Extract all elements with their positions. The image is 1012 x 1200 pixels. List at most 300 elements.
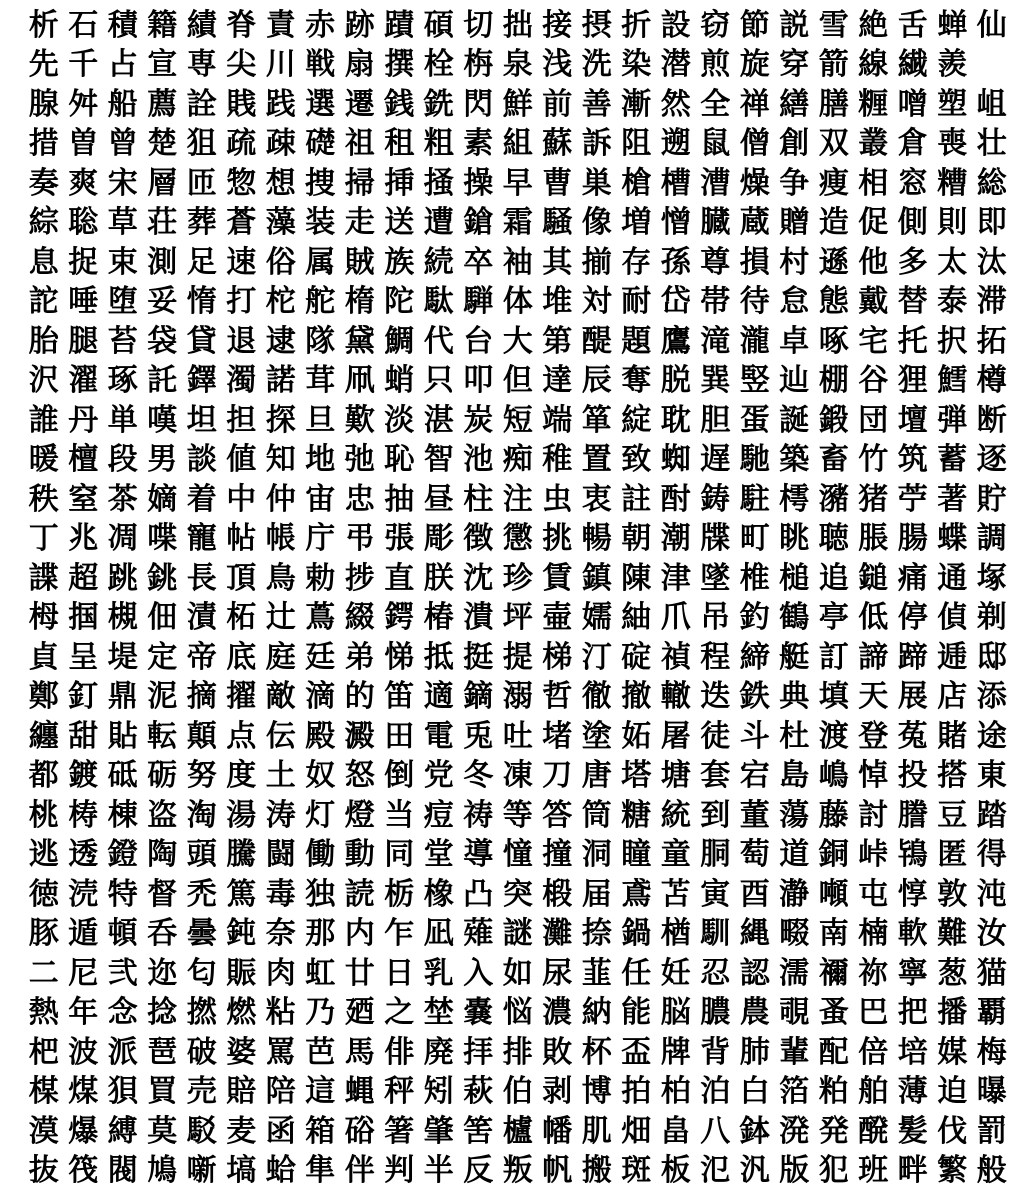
kanji-glyph: 滴 (305, 679, 336, 715)
kanji-glyph: 遭 (423, 205, 454, 241)
kanji-glyph: 蘇 (542, 126, 573, 162)
kanji-glyph: 啄 (818, 323, 849, 359)
kanji-glyph: 班 (858, 1153, 889, 1189)
kanji-glyph: 逃 (28, 837, 59, 873)
kanji-glyph: 等 (502, 797, 533, 833)
kanji-glyph: 託 (147, 363, 178, 399)
kanji-glyph: 涜 (68, 876, 99, 912)
kanji-glyph: 騨 (463, 284, 494, 320)
kanji-glyph: 顛 (186, 718, 217, 754)
kanji-glyph: 宋 (107, 165, 138, 201)
kanji-glyph: 套 (700, 758, 731, 794)
kanji-glyph: 即 (976, 205, 1007, 241)
kanji-row (24, 85, 1007, 125)
kanji-glyph: 畠 (660, 1113, 691, 1149)
kanji-glyph: 縛 (107, 1113, 138, 1149)
kanji-glyph: 都 (28, 758, 59, 794)
kanji-glyph: 箱 (305, 1113, 336, 1149)
kanji-glyph: 樽 (976, 363, 1007, 399)
kanji-glyph: 這 (305, 1074, 336, 1110)
kanji-glyph: 銚 (147, 560, 178, 596)
kanji-glyph: 鎚 (858, 560, 889, 596)
kanji-glyph: 操 (463, 165, 494, 201)
kanji-glyph: 陀 (384, 284, 415, 320)
kanji-glyph: 鯛 (384, 323, 415, 359)
kanji-glyph: 悌 (384, 639, 415, 675)
kanji-glyph: 燈 (344, 797, 375, 833)
kanji-glyph: 沌 (976, 876, 1007, 912)
kanji-glyph: 蒼 (226, 205, 257, 241)
kanji-glyph: 洞 (581, 837, 612, 873)
kanji-glyph: 朝 (621, 521, 652, 557)
kanji-glyph: 宅 (858, 323, 889, 359)
kanji-glyph: 祢 (858, 955, 889, 991)
kanji-glyph: 脹 (858, 521, 889, 557)
kanji-glyph: 鐸 (186, 363, 217, 399)
kanji-glyph: 董 (739, 797, 770, 833)
kanji-glyph: 屠 (660, 718, 691, 754)
kanji-glyph: 売 (186, 1074, 217, 1110)
kanji-glyph: 虫 (542, 481, 573, 517)
kanji-glyph: 猪 (858, 481, 889, 517)
kanji-glyph: 装 (305, 205, 336, 241)
kanji-glyph: 逮 (265, 323, 296, 359)
kanji-glyph: 鈍 (226, 916, 257, 952)
kanji-glyph: 疏 (226, 126, 257, 162)
kanji-glyph: 兆 (68, 521, 99, 557)
kanji-glyph: 捜 (305, 165, 336, 201)
kanji-glyph: 臓 (700, 205, 731, 241)
kanji-glyph: 聴 (818, 521, 849, 557)
kanji-glyph: 窒 (68, 481, 99, 517)
kanji-glyph: 団 (858, 402, 889, 438)
kanji-glyph: 弾 (937, 402, 968, 438)
kanji-glyph: 刀 (542, 758, 573, 794)
kanji-glyph: 戴 (858, 284, 889, 320)
kanji-glyph: 値 (226, 442, 257, 478)
kanji-glyph: 畜 (818, 442, 849, 478)
kanji-glyph: 巽 (700, 363, 731, 399)
kanji-glyph: 年 (68, 995, 99, 1031)
kanji-glyph: 楚 (147, 126, 178, 162)
kanji-glyph: 宣 (147, 47, 178, 83)
kanji-glyph: 泊 (700, 1074, 731, 1110)
kanji-glyph: 曽 (68, 126, 99, 162)
kanji-glyph: 鄭 (28, 679, 59, 715)
kanji-glyph: 切 (463, 7, 494, 43)
kanji-glyph: 暢 (581, 521, 612, 557)
kanji-glyph: 播 (937, 995, 968, 1031)
kanji-glyph: 扇 (344, 47, 375, 83)
kanji-glyph: 壮 (976, 126, 1007, 162)
kanji-glyph: 奪 (621, 363, 652, 399)
kanji-glyph: 凋 (107, 521, 138, 557)
kanji-glyph: 浅 (542, 47, 573, 83)
kanji-glyph: 莫 (147, 1113, 178, 1149)
kanji-glyph: 悩 (502, 995, 533, 1031)
kanji-glyph: 懲 (502, 521, 533, 557)
kanji-glyph: 楕 (344, 284, 375, 320)
kanji-glyph: 匂 (186, 955, 217, 991)
kanji-glyph: 杷 (28, 1034, 59, 1070)
kanji-glyph: 想 (265, 165, 296, 201)
kanji-glyph: 噌 (897, 86, 928, 122)
kanji-glyph: 但 (502, 363, 533, 399)
kanji-glyph: 脳 (660, 995, 691, 1031)
kanji-glyph: 退 (226, 323, 257, 359)
kanji-glyph: 窓 (897, 165, 928, 201)
kanji-glyph: 塚 (976, 560, 1007, 596)
kanji-glyph: 折 (621, 7, 652, 43)
kanji-glyph: 嘆 (147, 402, 178, 438)
kanji-glyph: 白 (739, 1074, 770, 1110)
kanji-glyph: 柏 (660, 1074, 691, 1110)
kanji-glyph: 全 (700, 86, 731, 122)
kanji-glyph: 煤 (68, 1074, 99, 1110)
kanji-glyph: 茶 (107, 481, 138, 517)
kanji-glyph: 箸 (384, 1113, 415, 1149)
kanji-glyph: 池 (463, 442, 494, 478)
kanji-glyph: 迭 (700, 679, 731, 715)
kanji-glyph: 撞 (542, 837, 573, 873)
kanji-glyph: 樗 (779, 481, 810, 517)
kanji-glyph: 陳 (621, 560, 652, 596)
kanji-glyph: 卒 (463, 244, 494, 280)
kanji-glyph: 占 (107, 47, 138, 83)
kanji-glyph: 沢 (28, 363, 59, 399)
kanji-glyph: 鉄 (739, 679, 770, 715)
kanji-glyph: 噺 (186, 1153, 217, 1189)
kanji-glyph: 杯 (581, 1034, 612, 1070)
kanji-glyph: 狸 (897, 363, 928, 399)
kanji-glyph: 惇 (897, 876, 928, 912)
kanji-glyph: 直 (384, 560, 415, 596)
kanji-glyph: 鍛 (818, 402, 849, 438)
kanji-glyph: 纏 (28, 718, 59, 754)
kanji-glyph: 送 (384, 205, 415, 241)
kanji-glyph: 築 (779, 442, 810, 478)
kanji-glyph: 閃 (463, 86, 494, 122)
kanji-glyph: 詑 (28, 284, 59, 320)
kanji-glyph: 宙 (305, 481, 336, 517)
kanji-glyph: 罵 (265, 1034, 296, 1070)
kanji-glyph: 峠 (858, 837, 889, 873)
kanji-glyph: 綜 (28, 205, 59, 241)
kanji-glyph: 葱 (937, 955, 968, 991)
kanji-glyph: 千 (68, 47, 99, 83)
kanji-glyph: 廿 (344, 955, 375, 991)
kanji-glyph: 増 (621, 205, 652, 241)
kanji-row (24, 915, 1007, 955)
kanji-glyph: 絶 (858, 7, 889, 43)
kanji-glyph: 二 (28, 955, 59, 991)
kanji-glyph: 答 (542, 797, 573, 833)
kanji-glyph: 騰 (226, 837, 257, 873)
kanji-glyph: 船 (107, 86, 138, 122)
kanji-row (24, 717, 1007, 757)
kanji-glyph: 胆 (700, 402, 731, 438)
kanji-glyph: 摘 (186, 679, 217, 715)
kanji-glyph: 賃 (542, 560, 573, 596)
kanji-glyph: 鍍 (68, 758, 99, 794)
kanji-glyph: 輩 (779, 1034, 810, 1070)
kanji-glyph: 幡 (542, 1113, 573, 1149)
kanji-glyph: 先 (28, 47, 59, 83)
kanji-glyph: 墜 (700, 560, 731, 596)
kanji-glyph: 秤 (384, 1074, 415, 1110)
kanji-glyph: 挿 (384, 165, 415, 201)
kanji-glyph: 第 (542, 323, 573, 359)
kanji-glyph: 接 (542, 7, 573, 43)
kanji-glyph: 粗 (423, 126, 454, 162)
kanji-glyph: 阻 (621, 126, 652, 162)
kanji-glyph: 腺 (28, 86, 59, 122)
kanji-glyph: 善 (581, 86, 612, 122)
kanji-glyph: 忠 (344, 481, 375, 517)
kanji-glyph: 醍 (581, 323, 612, 359)
kanji-glyph: 禿 (186, 876, 217, 912)
kanji-glyph: 張 (384, 521, 415, 557)
kanji-glyph: 陪 (265, 1074, 296, 1110)
kanji-glyph: 繁 (937, 1153, 968, 1189)
kanji-glyph: 壷 (542, 600, 573, 636)
kanji-glyph: 銑 (423, 86, 454, 122)
kanji-glyph: 鐙 (107, 837, 138, 873)
kanji-glyph: 断 (976, 402, 1007, 438)
kanji-glyph: 槌 (779, 560, 810, 596)
kanji-glyph: 槽 (660, 165, 691, 201)
kanji-glyph: 造 (818, 205, 849, 241)
kanji-glyph: 弐 (107, 955, 138, 991)
kanji-glyph: 体 (502, 284, 533, 320)
kanji-glyph: 那 (305, 916, 336, 952)
kanji-glyph: 漸 (621, 86, 652, 122)
kanji-glyph: 塙 (226, 1153, 257, 1189)
kanji-glyph: 薦 (147, 86, 178, 122)
kanji-glyph: 挺 (463, 639, 494, 675)
kanji-glyph: 帯 (700, 284, 731, 320)
kanji-glyph: 繊 (897, 47, 928, 83)
kanji-glyph: 説 (779, 7, 810, 43)
kanji-glyph: 盃 (621, 1034, 652, 1070)
kanji-glyph: 戦 (305, 47, 336, 83)
kanji-glyph: 抽 (384, 481, 415, 517)
kanji-glyph: 測 (147, 244, 178, 280)
kanji-glyph: 納 (581, 995, 612, 1031)
kanji-glyph: 偵 (937, 600, 968, 636)
kanji-glyph: 伴 (344, 1153, 375, 1189)
kanji-glyph: 砺 (147, 758, 178, 794)
kanji-glyph: 賠 (226, 1074, 257, 1110)
kanji-glyph: 内 (344, 916, 375, 952)
kanji-glyph: 遅 (700, 442, 731, 478)
kanji-glyph: 宕 (739, 758, 770, 794)
kanji-glyph: 汰 (976, 244, 1007, 280)
kanji-glyph: 衷 (581, 481, 612, 517)
kanji-glyph: 続 (423, 244, 454, 280)
kanji-glyph: 贈 (779, 205, 810, 241)
kanji-glyph: 砥 (107, 758, 138, 794)
kanji-glyph: 膳 (818, 86, 849, 122)
kanji-glyph: 倒 (384, 758, 415, 794)
kanji-glyph: 隼 (305, 1153, 336, 1189)
kanji-glyph: 禎 (660, 639, 691, 675)
kanji-glyph: 汝 (976, 916, 1007, 952)
kanji-glyph: 悼 (858, 758, 889, 794)
kanji-glyph: 創 (779, 126, 810, 162)
kanji-glyph: 背 (700, 1034, 731, 1070)
kanji-glyph: 鳶 (621, 876, 652, 912)
kanji-glyph: 掻 (423, 165, 454, 201)
kanji-glyph: 線 (858, 47, 889, 83)
kanji-glyph: 到 (700, 797, 731, 833)
kanji-row (24, 441, 1007, 481)
kanji-glyph: 判 (384, 1153, 415, 1189)
kanji-glyph: 土 (265, 758, 296, 794)
kanji-glyph: 締 (739, 639, 770, 675)
kanji-glyph: 貞 (28, 639, 59, 675)
kanji-glyph: 繕 (779, 86, 810, 122)
kanji-glyph: 庁 (305, 521, 336, 557)
kanji-glyph: 盗 (147, 797, 178, 833)
kanji-glyph: 雪 (818, 7, 849, 43)
kanji-glyph: 乍 (384, 916, 415, 952)
kanji-glyph: 朕 (423, 560, 454, 596)
kanji-glyph: 着 (186, 481, 217, 517)
kanji-glyph: 跳 (107, 560, 138, 596)
kanji-glyph: 謎 (502, 916, 533, 952)
kanji-glyph: 汎 (739, 1153, 770, 1189)
kanji-row (24, 599, 1007, 639)
kanji-glyph: 椿 (423, 600, 454, 636)
kanji-glyph: 層 (147, 165, 178, 201)
kanji-glyph: 虹 (305, 955, 336, 991)
kanji-glyph: 湯 (226, 797, 257, 833)
kanji-glyph: 題 (621, 323, 652, 359)
kanji-glyph: 績 (186, 7, 217, 43)
kanji-glyph: 知 (265, 442, 296, 478)
kanji-glyph: 倉 (897, 126, 928, 162)
kanji-glyph: 粕 (818, 1074, 849, 1110)
kanji-glyph: 軟 (897, 916, 928, 952)
kanji-glyph: 蝿 (344, 1074, 375, 1110)
kanji-row (24, 46, 968, 86)
kanji-glyph: 曇 (186, 916, 217, 952)
kanji-glyph: 短 (502, 402, 533, 438)
kanji-glyph: 破 (186, 1034, 217, 1070)
kanji-glyph: 痩 (818, 165, 849, 201)
kanji-glyph: 澱 (344, 718, 375, 754)
kanji-glyph: 堂 (423, 837, 454, 873)
kanji-glyph: 蛤 (265, 1153, 296, 1189)
kanji-glyph: 呑 (147, 916, 178, 952)
kanji-glyph: 探 (265, 402, 296, 438)
kanji-glyph: 逐 (976, 442, 1007, 478)
kanji-glyph: 汀 (581, 639, 612, 675)
kanji-glyph: 天 (858, 679, 889, 715)
kanji-glyph: 熱 (28, 995, 59, 1031)
kanji-glyph: 投 (897, 758, 928, 794)
kanji-glyph: 栂 (28, 600, 59, 636)
kanji-glyph: 半 (423, 1153, 454, 1189)
kanji-row (24, 1152, 1007, 1192)
kanji-glyph: 登 (858, 718, 889, 754)
kanji-glyph: 煎 (700, 47, 731, 83)
kanji-glyph: 豚 (28, 916, 59, 952)
kanji-glyph: 童 (660, 837, 691, 873)
kanji-glyph: 斑 (621, 1153, 652, 1189)
kanji-glyph: 楢 (660, 916, 691, 952)
kanji-glyph: 藤 (818, 797, 849, 833)
kanji-glyph: 鏑 (463, 679, 494, 715)
kanji-glyph: 痛 (897, 560, 928, 596)
kanji-glyph: 萄 (739, 837, 770, 873)
kanji-glyph: 停 (897, 600, 928, 636)
kanji-glyph: 挑 (542, 521, 573, 557)
kanji-glyph: 妬 (621, 718, 652, 754)
kanji-glyph: 痴 (502, 442, 533, 478)
kanji-glyph: 塘 (660, 758, 691, 794)
kanji-glyph: 蝶 (937, 521, 968, 557)
kanji-glyph: 把 (897, 995, 928, 1031)
kanji-glyph: 甜 (68, 718, 99, 754)
kanji-glyph: 鮮 (502, 86, 533, 122)
kanji-glyph: 然 (660, 86, 691, 122)
kanji-glyph: 端 (542, 402, 573, 438)
kanji-glyph: 積 (107, 7, 138, 43)
kanji-glyph: 憧 (502, 837, 533, 873)
kanji-glyph: 喋 (147, 521, 178, 557)
kanji-glyph: 鳩 (147, 1153, 178, 1189)
kanji-glyph: 憎 (660, 205, 691, 241)
kanji-glyph: 呈 (68, 639, 99, 675)
kanji-glyph: 萩 (463, 1074, 494, 1110)
kanji-glyph: 石 (68, 7, 99, 43)
kanji-glyph: 多 (897, 244, 928, 280)
kanji-glyph: 伯 (502, 1074, 533, 1110)
kanji-glyph: 草 (107, 205, 138, 241)
kanji-glyph: 硲 (344, 1113, 375, 1149)
kanji-glyph: 地 (305, 442, 336, 478)
kanji-glyph: 濁 (226, 363, 257, 399)
kanji-glyph: 読 (344, 876, 375, 912)
kanji-glyph: 鴇 (897, 837, 928, 873)
kanji-glyph: 駁 (186, 1113, 217, 1149)
kanji-glyph: 泥 (147, 679, 178, 715)
kanji-glyph: 弟 (344, 639, 375, 675)
kanji-glyph: 達 (542, 363, 573, 399)
kanji-glyph: 男 (147, 442, 178, 478)
kanji-glyph: 銅 (818, 837, 849, 873)
kanji-glyph: 伝 (265, 718, 296, 754)
kanji-glyph: 遡 (660, 126, 691, 162)
kanji-glyph: 速 (226, 244, 257, 280)
kanji-glyph: 前 (542, 86, 573, 122)
kanji-glyph: 帖 (226, 521, 257, 557)
kanji-glyph: 匿 (937, 837, 968, 873)
kanji-glyph: 培 (897, 1034, 928, 1070)
kanji-glyph: 縄 (739, 916, 770, 952)
kanji-glyph: 填 (818, 679, 849, 715)
kanji-glyph: 適 (423, 679, 454, 715)
kanji-glyph: 独 (305, 876, 336, 912)
kanji-row (24, 638, 1007, 678)
kanji-row (24, 322, 1007, 362)
kanji-glyph: 閥 (107, 1153, 138, 1189)
kanji-glyph: 脱 (660, 363, 691, 399)
kanji-glyph: 坦 (186, 402, 217, 438)
kanji-glyph: 訴 (581, 126, 612, 162)
